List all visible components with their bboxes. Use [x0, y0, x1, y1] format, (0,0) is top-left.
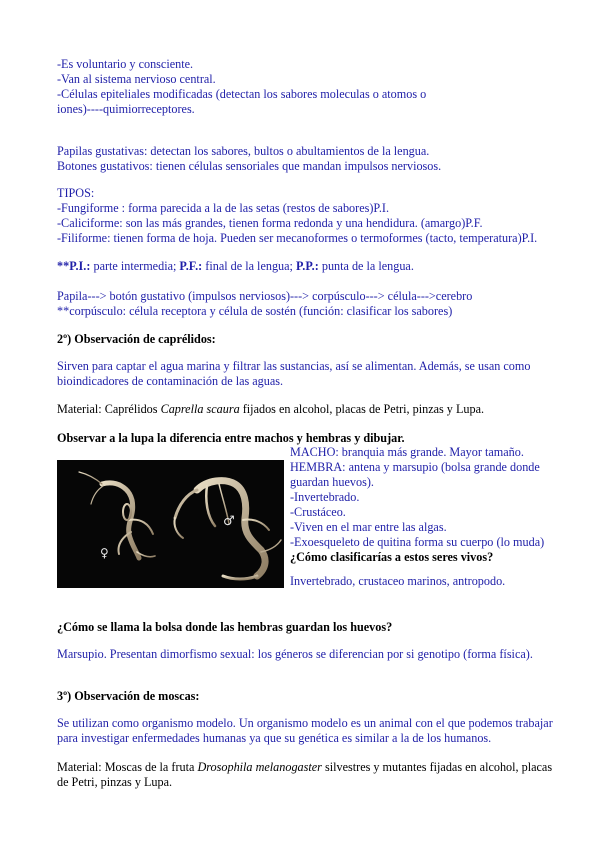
section3-title: 3º) Observación de moscas: [57, 689, 200, 703]
section2-question: Observar a la lupa la diferencia entre machos y hembras y dibujar. [57, 431, 405, 445]
papilas-block [57, 144, 560, 174]
side-note: -Viven en el mar entre las algas. [290, 520, 447, 534]
legend-pf-text: final de la lengua; [202, 259, 296, 273]
material-prefix: Material: Moscas de la fruta [57, 760, 198, 774]
papila-chain-block [57, 289, 560, 319]
legend-line [57, 259, 560, 274]
material-species: Drosophila melanogaster [197, 760, 322, 774]
legend-pf-label: P.F.: [179, 259, 203, 273]
classify-question: ¿Cómo clasificarías a estos seres vivos? [290, 550, 494, 564]
male-symbol: ♂ [223, 514, 235, 529]
side-notes [290, 445, 570, 565]
section3-description: Se utilizan como organismo modelo. Un organismo modelo es un animal con el que podemos trabajar para investigar enfermedades humanas ya que su genética es similar a la de los humanos. [57, 716, 553, 745]
intro-block [57, 57, 560, 117]
female-symbol: ♀ [100, 546, 109, 560]
legend-pp-text: punta de la lengua. [318, 259, 414, 273]
intro-line: -Van al sistema nervioso central. [57, 72, 216, 86]
tipos-line: -Filiforme: tienen forma de hoja. Pueden ser mecanoformes o termoformes (tacto, temperatura)P.I. [57, 231, 538, 245]
side-note: -Crustáceo. [290, 505, 346, 519]
papilas-line: Papilas gustativas: detectan los sabores, bultos o abultamientos de la lengua. [57, 144, 430, 158]
tipos-line: -Caliciforme: son las más grandes, tienen forma redonda y una hendidura. (amargo)P.F. [57, 216, 483, 230]
material-suffix: silvestres y mutantes fijadas en alcohol, placas de Petri, pinzas y Lupa. [57, 760, 553, 789]
bag-answer: Marsupio. Presentan dimorfismo sexual: los géneros se diferencian por si genotipo (forma física). [57, 647, 533, 661]
section2-title: 2º) Observación de caprélidos: [57, 332, 216, 346]
intro-line: iones)----quimiorreceptores. [57, 102, 195, 116]
section2-description: Sirven para captar el agua marina y filtrar las sustancias, así se alimentan. Además, se usan como bioindicadores de contaminación de las aguas. [57, 359, 531, 388]
caprellid-photo [57, 460, 284, 588]
tipos-line: -Fungiforme : forma parecida a la de las setas (restos de sabores)P.I. [57, 201, 389, 215]
papila-chain-line: Papila---> botón gustativo (impulsos nerviosos)---> corpúsculo---> célula--->cerebro [57, 289, 473, 303]
intro-line: -Células epiteliales modificadas (detectan los sabores moleculas o atomos o [57, 87, 427, 101]
side-note: HEMBRA: antena y marsupio (bolsa grande donde guardan huevos). [290, 460, 540, 489]
side-note: MACHO: branquia más grande. Mayor tamaño. [290, 445, 524, 459]
papila-chain-line: **corpúsculo: célula receptora y célula de sostén (función: clasificar los sabores) [57, 304, 453, 318]
legend-pi-text: parte intermedia; [90, 259, 180, 273]
material-suffix: fijados en alcohol, placas de Petri, pinzas y Lupa. [239, 402, 485, 416]
classify-answer: Invertebrado, crustaceo marinos, antropodo. [290, 574, 506, 588]
section3-material [57, 760, 560, 790]
section2-material [57, 402, 560, 417]
material-species: Caprella scaura [160, 402, 240, 416]
side-note: -Exoesqueleto de quitina forma su cuerpo (lo muda) [290, 535, 545, 549]
material-prefix: Material: Caprélidos [57, 402, 161, 416]
side-note: -Invertebrado. [290, 490, 360, 504]
tipos-block [57, 186, 560, 246]
tipos-heading: TIPOS: [57, 186, 95, 200]
papilas-line: Botones gustativos: tienen células sensoriales que mandan impulsos nerviosos. [57, 159, 442, 173]
bag-question: ¿Cómo se llama la bolsa donde las hembras guardan los huevos? [57, 620, 393, 634]
legend-pi-label: **P.I.: [57, 259, 91, 273]
intro-line: -Es voluntario y consciente. [57, 57, 194, 71]
legend-pp-label: P.P.: [295, 259, 319, 273]
